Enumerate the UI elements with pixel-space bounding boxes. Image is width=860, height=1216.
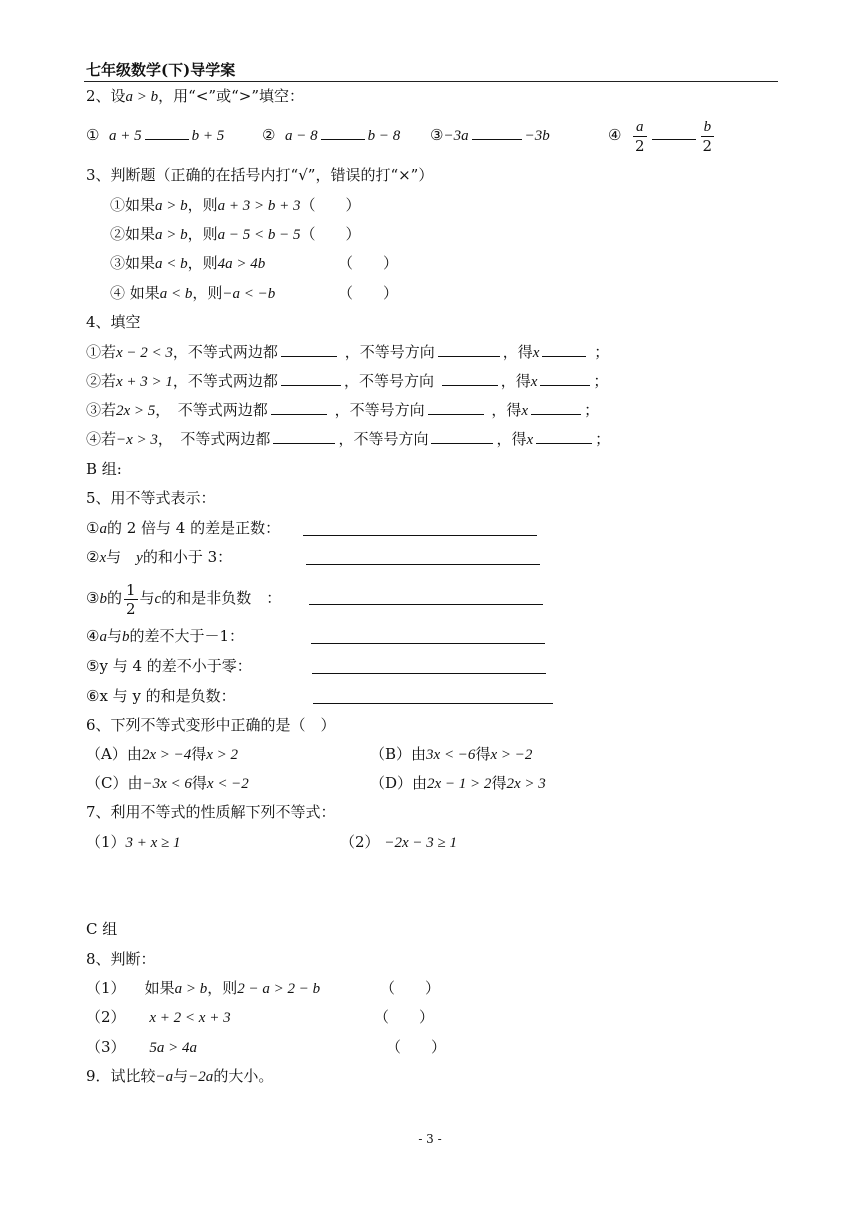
q6-option-to: x < −2 [206,776,249,792]
q4-item-end: ； [584,401,600,419]
q5-item-4 [86,626,244,647]
q6-option-label: （D）由 [370,774,428,792]
q3-item-3 [110,253,265,274]
q7-item-label: （2） [340,833,380,851]
question-4-stem: 4、填空 [86,313,141,331]
q5-item-text: 与 [106,627,122,645]
q4-item-text2: ，不等号方向 [338,430,429,448]
q8-item-pre: 如果 [144,979,175,997]
q4-item-text2: ，不等号方向 [334,401,425,419]
q5-item-text: 与 [139,589,155,607]
group-c-heading: C 组 [86,920,118,938]
q4-item-text1: ，不等式两边都 [172,343,278,361]
fraction-a-over-2 [633,117,647,155]
q2-item-number: ② [262,126,276,144]
answer-blank[interactable] [438,342,500,357]
answer-blank[interactable] [531,400,581,415]
q8-item-2 [86,1007,231,1028]
frac-num: 1 [125,580,136,599]
q4-item-text3: ，得 [500,372,531,390]
q6-option-a[interactable] [86,744,238,765]
q6-option-from: 3x < −6 [426,747,476,763]
q2-item-right: b − 8 [367,128,401,144]
q9-mid: 与 [173,1067,189,1085]
q3-item-mid: ，则 [187,225,218,243]
q3-item-mid: ，则 [192,284,223,302]
q5-item-3 [86,580,281,618]
q4-item-prefix: ③若 [86,401,117,419]
answer-blank[interactable] [273,429,335,444]
q4-item-4 [86,429,610,450]
q4-item-var: x [521,403,529,419]
q5-item-5: ⑤y 与 4 的差不小于零： [86,657,252,675]
answer-blank[interactable] [442,371,498,386]
answer-blank[interactable] [652,125,696,140]
q4-item-var: x [526,432,534,448]
q7-item-expr: −2x − 3 ≥ 1 [384,835,457,851]
answer-blank[interactable] [281,342,337,357]
q4-item-text3: ，得 [491,401,522,419]
q2-item-left: a + 5 [109,128,142,144]
q3-item-concl: a + 3 > b + 3 [217,198,301,214]
q5-item-2 [86,547,232,568]
group-b-heading: B 组: [86,460,122,478]
question-3-stem: 3、判断题（正确的在括号内打“√”，错误的打“×”） [86,166,434,184]
q4-item-prefix: ②若 [86,372,117,390]
q3-item-prefix: ②如果 [110,225,156,243]
q2-item-number: ① [86,126,100,144]
q7-item-2 [340,832,457,853]
q5-item-text: 的 [106,589,122,607]
question-2-stem [86,86,304,107]
q3-item-cond: a > b [155,227,188,243]
q9-expr-b: −2a [188,1069,214,1085]
answer-blank[interactable] [145,125,189,140]
q3-item-prefix: ④ 如果 [110,284,160,302]
fraction-b-over-2 [701,117,715,155]
q5-item-number: ③ [86,589,100,607]
q4-item-var: x [532,345,540,361]
q6-option-from: 2x > −4 [141,747,192,763]
q6-option-c[interactable] [86,773,249,794]
q3-item-prefix: ③如果 [110,254,156,272]
frac-den: 2 [702,137,713,155]
answer-line[interactable] [311,643,545,644]
q4-item-text1: ， 不等式两边都 [157,430,271,448]
frac-num: b [703,119,712,135]
q6-option-b[interactable] [370,744,532,765]
q6-option-mid: 得 [191,745,207,763]
q5-var: y [136,550,143,566]
answer-blank[interactable] [321,125,365,140]
answer-blank[interactable] [428,400,484,415]
q6-option-from: 2x − 1 > 2 [427,776,492,792]
q6-option-mid: 得 [491,774,507,792]
q6-option-to: x > 2 [206,747,239,763]
q6-option-mid: 得 [475,745,491,763]
answer-blank[interactable] [281,371,341,386]
q4-item-expr: −x > 3 [116,432,158,448]
q6-option-to: 2x > 3 [506,776,546,792]
q5-var: a [99,629,107,645]
question-5-stem: 5、用不等式表示： [86,489,216,507]
q4-item-text3: ，得 [502,343,533,361]
q2-item-3 [430,125,550,146]
q8-item-label: （1） [86,979,126,997]
q4-item-end: ； [594,343,610,361]
q8-item-2-paren[interactable]: （ ） [374,1008,435,1026]
q2-item-2 [262,125,400,146]
q4-item-var: x [530,374,538,390]
q8-item-1 [86,978,320,999]
q4-item-3 [86,400,599,421]
header-rule [84,81,778,82]
q2-item-1 [86,125,224,146]
q4-item-expr: x − 2 < 3 [116,345,173,361]
frac-den: 2 [635,137,645,155]
q4-item-1 [86,342,609,363]
q8-item-expr: 5a > 4a [149,1040,198,1056]
answer-blank[interactable] [540,371,590,386]
q6-option-to: x > −2 [490,747,533,763]
q5-item-number: ② [86,548,100,566]
q2-item-right: −3b [524,128,550,144]
q5-item-text: 的和小于 3： [142,548,233,566]
q5-item-1 [86,518,280,539]
q3-item-concl: −a < −b [222,286,276,302]
q7-item-expr: 3 + x ≥ 1 [125,835,181,851]
frac-num: a [636,119,644,135]
q5-var: a [99,521,107,537]
q5-item-text: 的和是非负数 ： [161,589,282,607]
q3-item-concl: a − 5 < b − 5 [217,227,301,243]
q3-item-4-paren[interactable]: （ ） [338,284,399,302]
q5-item-number: ① [86,519,100,537]
frac-den: 2 [125,599,136,618]
q2-stem-tail: ，用“<”或“>”填空： [158,87,304,105]
q5-var: b [99,591,107,607]
q4-item-end: ； [593,372,609,390]
answer-line[interactable] [306,564,540,565]
q6-option-mid: 得 [191,774,207,792]
q2-item-left: a − 8 [285,128,318,144]
q5-item-text: 的 2 倍与 4 的差是正数： [106,519,281,537]
answer-blank[interactable] [271,400,327,415]
q3-item-prefix: ①如果 [110,196,156,214]
q3-item-concl: 4a > 4b [217,256,266,272]
q5-item-text: 与 [106,548,137,566]
answer-line[interactable] [312,673,546,674]
q3-item-4 [110,283,275,304]
q2-item-left: −3a [443,128,469,144]
q3-item-cond: a < b [159,286,193,302]
q8-item-label: （2） [86,1008,126,1026]
q8-item-3-paren[interactable]: （ ） [386,1038,447,1056]
q4-item-end: ； [595,430,611,448]
q6-option-from: −3x < 6 [142,776,192,792]
q4-item-text3: ，得 [496,430,527,448]
q3-item-mid: ，则 [187,196,218,214]
q8-item-mid: ，则 [207,979,238,997]
page-number: - 3 - [418,1132,442,1146]
q2-item-right: b + 5 [191,128,225,144]
answer-blank[interactable] [431,429,493,444]
q7-item-label: （1） [86,833,126,851]
q5-var: b [121,629,130,645]
q9-pre: 9．试比较 [86,1067,156,1085]
answer-parentheses[interactable]: （ ） [300,196,361,214]
q8-item-expr: 2 − a > 2 − b [237,981,321,997]
q2-item-4 [608,116,716,155]
question-6-stem: 6、下列不等式变形中正确的是（ ） [86,716,336,734]
q3-item-cond: a > b [155,198,188,214]
question-8-stem: 8、判断： [86,950,156,968]
q3-item-mid: ，则 [187,254,218,272]
q3-item-3-paren[interactable]: （ ） [338,254,399,272]
answer-blank[interactable] [536,429,592,444]
page-header-title: 七年级数学(下)导学案 [86,61,236,79]
fraction-one-half [124,581,138,618]
q4-item-text1: ，不等式两边都 [172,372,278,390]
q5-var: x [99,550,107,566]
q9-expr-a: −a [155,1069,174,1085]
q2-stem-prefix: 2、设 [86,87,126,105]
q5-var: c [154,591,162,607]
q4-item-text1: ， 不等式两边都 [155,401,268,419]
q5-item-number: ④ [86,627,100,645]
q3-item-1 [110,195,361,216]
q5-item-6: ⑥x 与 y 的和是负数： [86,687,236,705]
q3-item-cond: a < b [155,256,188,272]
q2-item-number: ④ [608,126,622,144]
q8-item-3 [86,1037,197,1058]
q4-item-expr: x + 3 > 1 [116,374,173,390]
q2-item-number: ③ [430,126,444,144]
q8-item-label: （3） [86,1038,126,1056]
q8-item-cond: a > b [174,981,208,997]
q4-item-expr: 2x > 5 [116,403,156,419]
answer-line[interactable] [303,535,537,536]
answer-blank[interactable] [542,342,586,357]
q6-option-label: （B）由 [370,745,427,763]
q6-option-label: （A）由 [86,745,142,763]
q3-item-2 [110,224,361,245]
q4-item-2 [86,371,608,392]
q8-item-1-paren[interactable]: （ ） [380,979,441,997]
q9-post: 的大小。 [213,1067,274,1085]
q6-option-d[interactable] [370,773,546,794]
question-9 [86,1066,273,1087]
answer-parentheses[interactable]: （ ） [300,225,361,243]
question-7-stem: 7、利用不等式的性质解下列不等式： [86,803,336,821]
q4-item-prefix: ④若 [86,430,117,448]
q8-item-expr: x + 2 < x + 3 [149,1010,231,1026]
q4-item-text2: ，不等号方向 [343,372,434,390]
q4-item-text2: ，不等号方向 [344,343,435,361]
q6-option-label: （C）由 [86,774,143,792]
q5-item-text: 的差不大于－1： [129,627,245,645]
q2-stem-expr: a > b [125,89,159,105]
answer-line[interactable] [313,703,553,704]
q7-item-1 [86,832,181,853]
answer-line[interactable] [309,604,543,605]
q4-item-prefix: ①若 [86,343,117,361]
answer-blank[interactable] [472,125,522,140]
